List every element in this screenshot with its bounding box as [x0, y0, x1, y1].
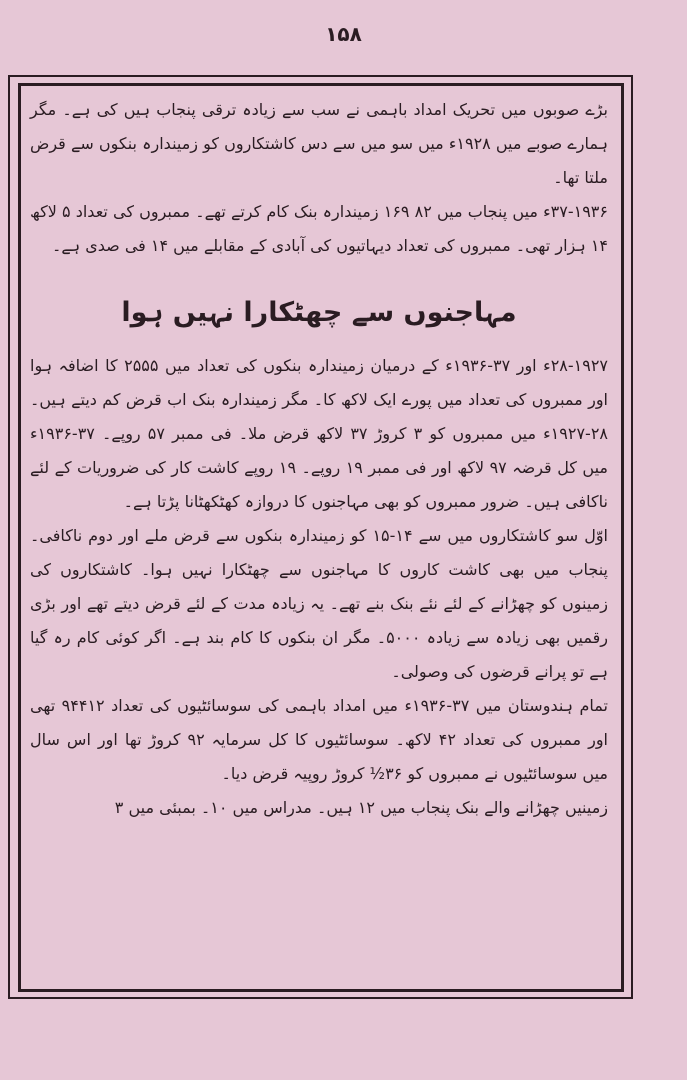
paragraph-3: ۲۸-۱۹۲۷ء اور ۳۷-۱۹۳۶ء کے درمیان زمیندارہ بنکوں کی تعداد میں ۲۵۵۵ کا اضافہ ہوا اور ممبروں کی تعداد میں پورے ایک لاکھ کا۔ مگر زمیندارہ بنک اب قرض کم دیتے ہیں۔ ۲۸-۱۹۲۷ء میں ممبروں کو ۳ کروڑ ۳۷ لاکھ قرض ملا۔ فی ممبر ۵۷ روپے۔ ۳۷-۱۹۳۶ء میں کل قرضہ ۹۷ لاکھ اور فی ممبر ۱۹ روپے۔ ۱۹ روپے کاشت کار کی ضروریات کے لئے ناکافی ہیں۔ ضرور ممبروں کو بھی مہاجنوں کا دروازہ کھٹکھٹانا پڑتا ہے۔ [30, 356, 609, 511]
paragraph-4: اوّل سو کاشتکاروں میں سے ۱۴-۱۵ کو زمیندارہ بنکوں سے قرض ملے اور دوم ناکافی۔ پنجاب میں بھی کاشت کاروں کا مہاجنوں سے چھٹکارا نہیں ہوا۔ کاشتکاروں کی زمینوں کو چھڑانے کے لئے نئے بنک بنے تھے۔ یہ زیادہ مدت کے لئے قرض دیتے تھے اور بڑی رقمیں بھی زیادہ سے زیادہ ۵۰۰۰۔ مگر ان بنکوں کا کام بند ہے۔ اگر کوئی کام رہ گیا ہے تو پرانے قرضوں کی وصولی۔ [30, 526, 608, 681]
paragraph-6: زمینیں چھڑانے والے بنک پنجاب میں ۱۲ ہیں۔ مدراس میں ۱۰۔ بمبئی میں ۳ [114, 798, 608, 817]
paragraph-2: ۳۷-۱۹۳۶ء میں پنجاب میں ۸۲ ۱۶۹ زمیندارہ بنک کام کرتے تھے۔ ممبروں کی تعداد ۵ لاکھ ۱۴ ہزار تھی۔ ممبروں کی تعداد دیہاتیوں کی آبادی کے مقابلے میں ۱۴ فی صدی ہے۔ [30, 202, 608, 255]
paragraph-5: تمام ہندوستان میں ۳۷-۱۹۳۶ء میں امداد باہمی کی سوسائٹیوں کی تعداد ۹۴۴۱۲ تھی اور ممبروں کی تعداد ۴۲ لاکھ۔ سوسائٹیوں کا کل سرمایہ ۹۲ کروڑ تھا اور اس سال میں سوسائٹیوں نے ممبروں کو ۳۶½ کروڑ روپیہ قرض دیا۔ [30, 696, 609, 783]
section-heading: مہاجنوں سے چھٹکارا نہیں ہوا [121, 297, 517, 328]
paragraph-1: بڑے صوبوں میں تحریک امداد باہمی نے سب سے زیادہ ترقی پنجاب ہیں کی ہے۔ مگر ہمارے صوبے میں ۱۹۲۸ء میں سو میں سے دس کاشتکاروں کو زمیندارہ بنکوں سے قرض ملتا تھا۔ [30, 100, 608, 187]
page-body [30, 93, 608, 825]
page-number: ۱۵۸ [325, 22, 362, 46]
